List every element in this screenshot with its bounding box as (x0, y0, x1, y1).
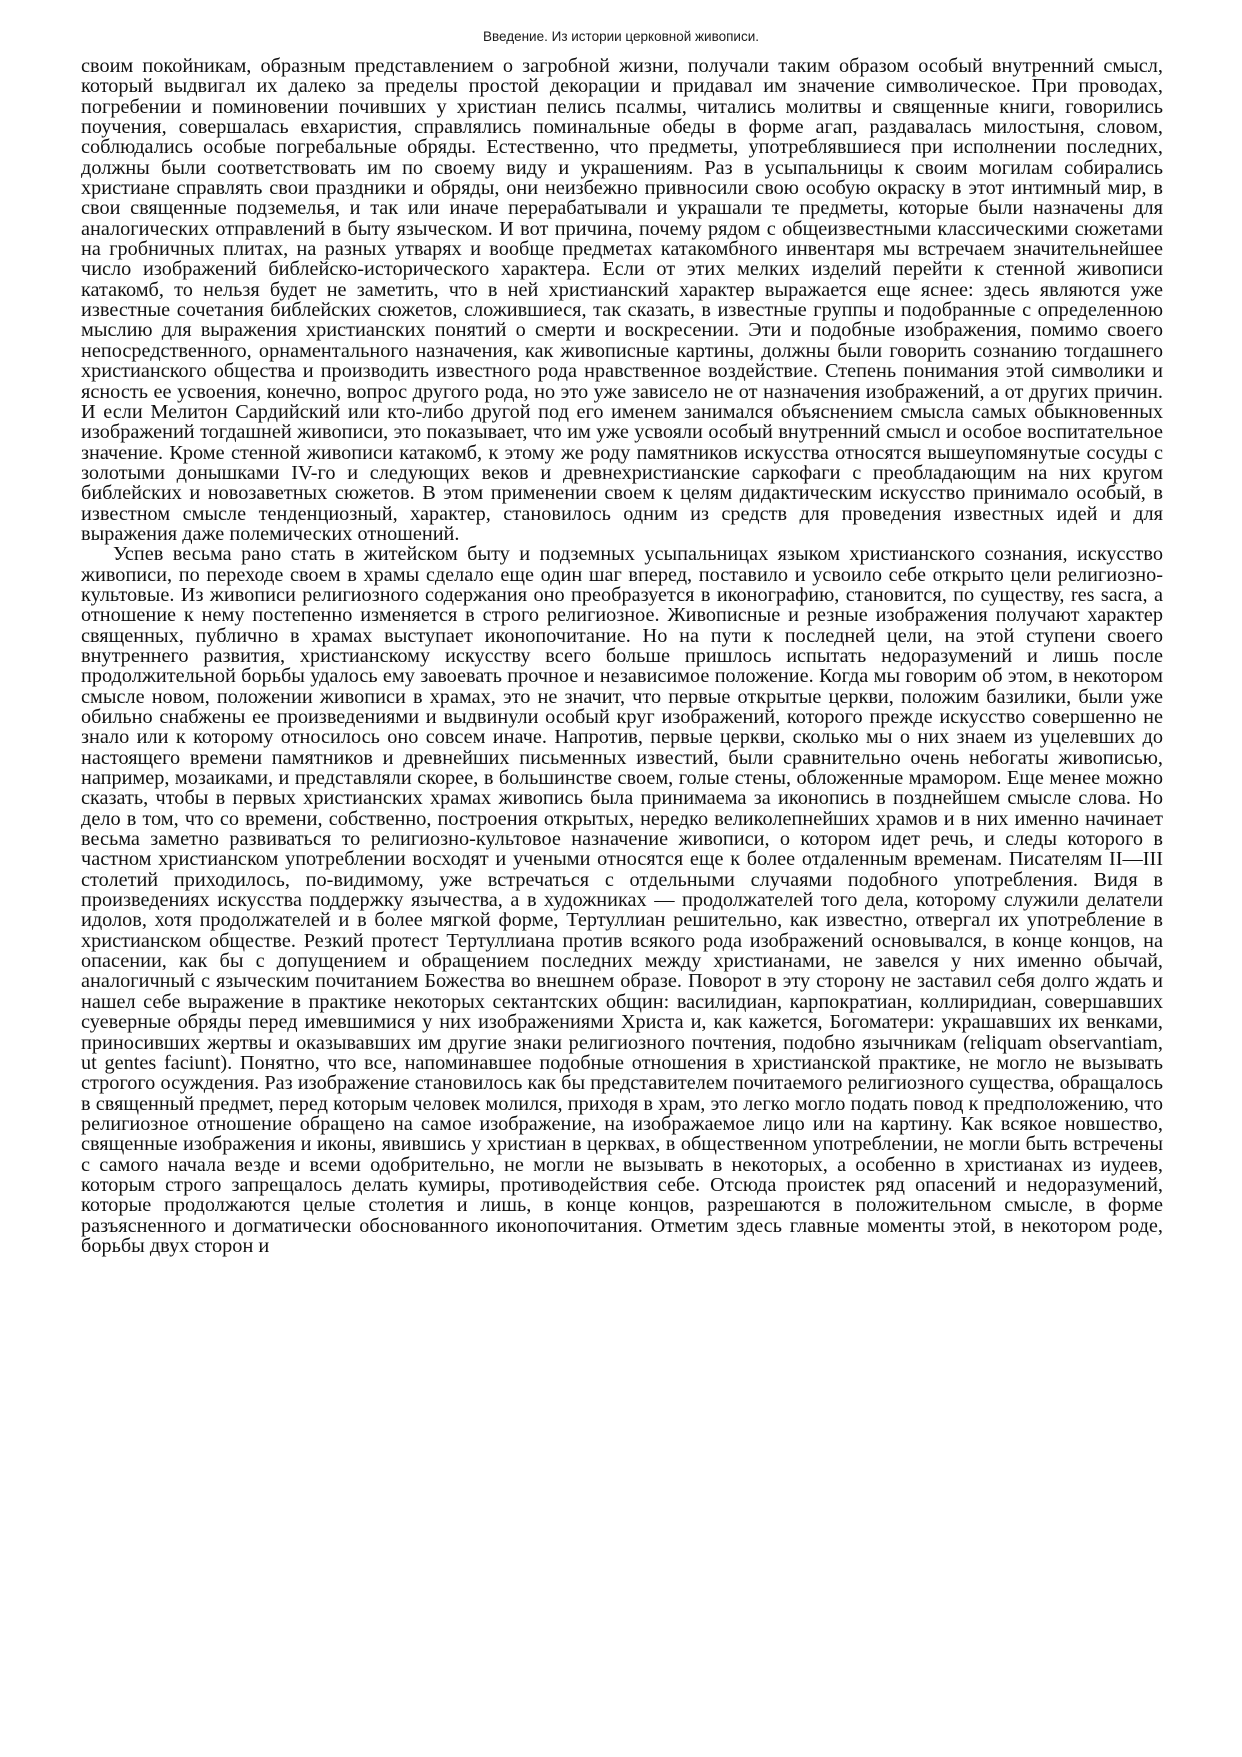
body-text (81, 56, 1163, 1256)
paragraph: своим покойникам, образным представлением о загробной жизни, получали таким образом особый внутренний смысл, который выдвигал их далеко за пределы простой декорации и придавал им значение символическое. При проводах, погребении и поминовении почивших у христиан пелись псалмы, читались молитвы и священные книги, говорились поучения, совершалась евхаристия, справлялись поминальные обеды в форме агап, раздавалась милостыня, словом, соблюдались особые погребальные обряды. Естественно, что предметы, употреблявшиеся при исполнении последних, должны были соответствовать им по своему виду и украшениям. Раз в усыпальницы к своим могилам собирались христиане справлять свои праздники и обряды, они неизбежно привносили свою особую окраску в этот интимный мир, в свои священные подземелья, и так или иначе перерабатывали и украшали те предметы, которые были назначены для аналогических отправлений в быту языческом. И вот причина, почему рядом с общеизвестными классическими сюжетами на гробничных плитах, на разных утварях и вообще предметах катакомбного инвентаря мы встречаем значительнейшее число изображений библейско-исторического характера. Если от этих мелких изделий перейти к стенной живописи катакомб, то нельзя будет не заметить, что в ней христианский характер выражается еще яснее: здесь являются уже известные сочетания библейских сюжетов, сложившиеся, так сказать, в известные группы и подобранные с определенною мыслию для выражения христианских понятий о смерти и воскресении. Эти и подобные изображения, помимо своего непосредственного, орнаментального назначения, как живописные картины, должны были говорить сознанию тогдашнего христианского общества и производить известного рода нравственное воздействие. Степень понимания этой символики и ясность ее усвоения, конечно, вопрос другого рода, но это уже зависело не от назначения изображений, а от других причин. И если Мелитон Сардийский или кто-либо другой под его именем занимался объяснением смысла самых обыкновенных изображений тогдашней живописи, это показывает, что им уже усвояли особый внутренний смысл и особое воспитательное значение. Кроме стенной живописи катакомб, к этому же роду памятников искусства относятся вышеупомянутые сосуды с золотыми донышками IV-го и следующих веков и древнехристианские саркофаги с преобладающим на них кругом библейских и новозаветных сюжетов. В этом применении своем к целям дидактическим искусство принимало особый, в известном смысле тенденциозный, характер, становилось одним из средств для проведения известных идей и для выражения даже полемических отношений. (81, 55, 1163, 545)
paragraph: Успев весьма рано стать в житейском быту и подземных усыпальницах языком христианского сознания, искусство живописи, по переходе своем в храмы сделало еще один шаг вперед, поставило и усвоило себе открыто цели религиозно-культовые. Из живописи религиозного содержания оно преобразуется в иконографию, становится, по существу, res sacra, а отношение к нему постепенно изменяется в строго религиозное. Живописные и резные изображения получают характер священных, публично в храмах выступает иконопочитание. Но на пути к последней цели, на этой ступени своего внутреннего развития, христианскому искусству всего больше пришлось испытать недоразумений и лишь после продолжительной борьбы удалось ему завоевать прочное и независимое положение. Когда мы говорим об этом, в некотором смысле новом, положении живописи в храмах, это не значит, что первые открытые церкви, положим базилики, были уже обильно снабжены ее произведениями и выдвинули особый круг изображений, которого прежде искусство совершенно не знало или к которому относилось оно совсем иначе. Напротив, первые церкви, сколько мы о них знаем из уцелевших до настоящего времени памятников и древнейших письменных известий, были сравнительно очень небогаты живописью, например, мозаиками, и представляли скорее, в большинстве своем, голые стены, обложенные мрамором. Еще менее можно сказать, чтобы в первых христианских храмах живопись была принимаема за иконопись в позднейшем смысле слова. Но дело в том, что со времени, собственно, построения открытых, нередко великолепнейших храмов и в них именно начинает весьма заметно развиваться то религиозно-культовое назначение живописи, о котором идет речь, и следы которого в частном христианском употреблении восходят и учеными относятся еще к более отдаленным временам. Писателям II—III столетий приходилось, по-видимому, уже встречаться с отдельными случаями подобного употребления. Видя в произведениях искусства поддержку язычества, а в художниках — продолжателей того дела, которому служили делатели идолов, хотя продолжателей и в более мягкой форме, Тертуллиан решительно, как известно, отвергал их употребление в христианском обществе. Резкий протест Тертуллиана против всякого рода изображений основывался, в конце концов, на опасении, как бы с допущением и обращением последних между христианами, не завелся у них именно обычай, аналогичный с языческим почитанием Божества во внешнем образе. Поворот в эту сторону не заставил себя долго ждать и нашел себе выражение в практике некоторых сектантских общин: василидиан, карпократиан, коллиридиан, совершавших суеверные обряды перед имевшимися у них изображениями Христа и, как кажется, Богоматери: украшавших их венками, приносивших жертвы и оказывавших им другие знаки религиозного почтения, подобно язычникам (reliquam observantiam, ut gentes faciunt). Понятно, что все, напоминавшее подобные отношения в христианской практике, не могло не вызывать строгого осуждения. Раз изображение становилось как бы представителем почитаемого религиозного существа, обращалось в священный предмет, перед которым человек молился, приходя в храм, это легко могло подать повод к предположению, что религиозное отношение обращено на самое изображение, на изображаемое лицо или на картину. Как всякое новшество, священные изображения и иконы, явившись у христиан в церквах, в общественном употреблении, не могли быть встречены с самого начала везде и всеми одобрительно, не могли не вызывать в некоторых, а особенно в христианах из иудеев, которым строго запрещалось делать кумиры, противодействия себе. Отсюда проистек ряд опасений и недоразумений, которые продолжаются целые столетия и лишь, в конце концов, разрешаются в положительном смысле, в форме разъясненного и догматически обоснованного иконопочитания. Отметим здесь главные моменты этой, в некотором роде, борьбы двух сторон и (81, 543, 1163, 1257)
running-header: Введение. Из истории церковной живописи. (482, 29, 760, 44)
